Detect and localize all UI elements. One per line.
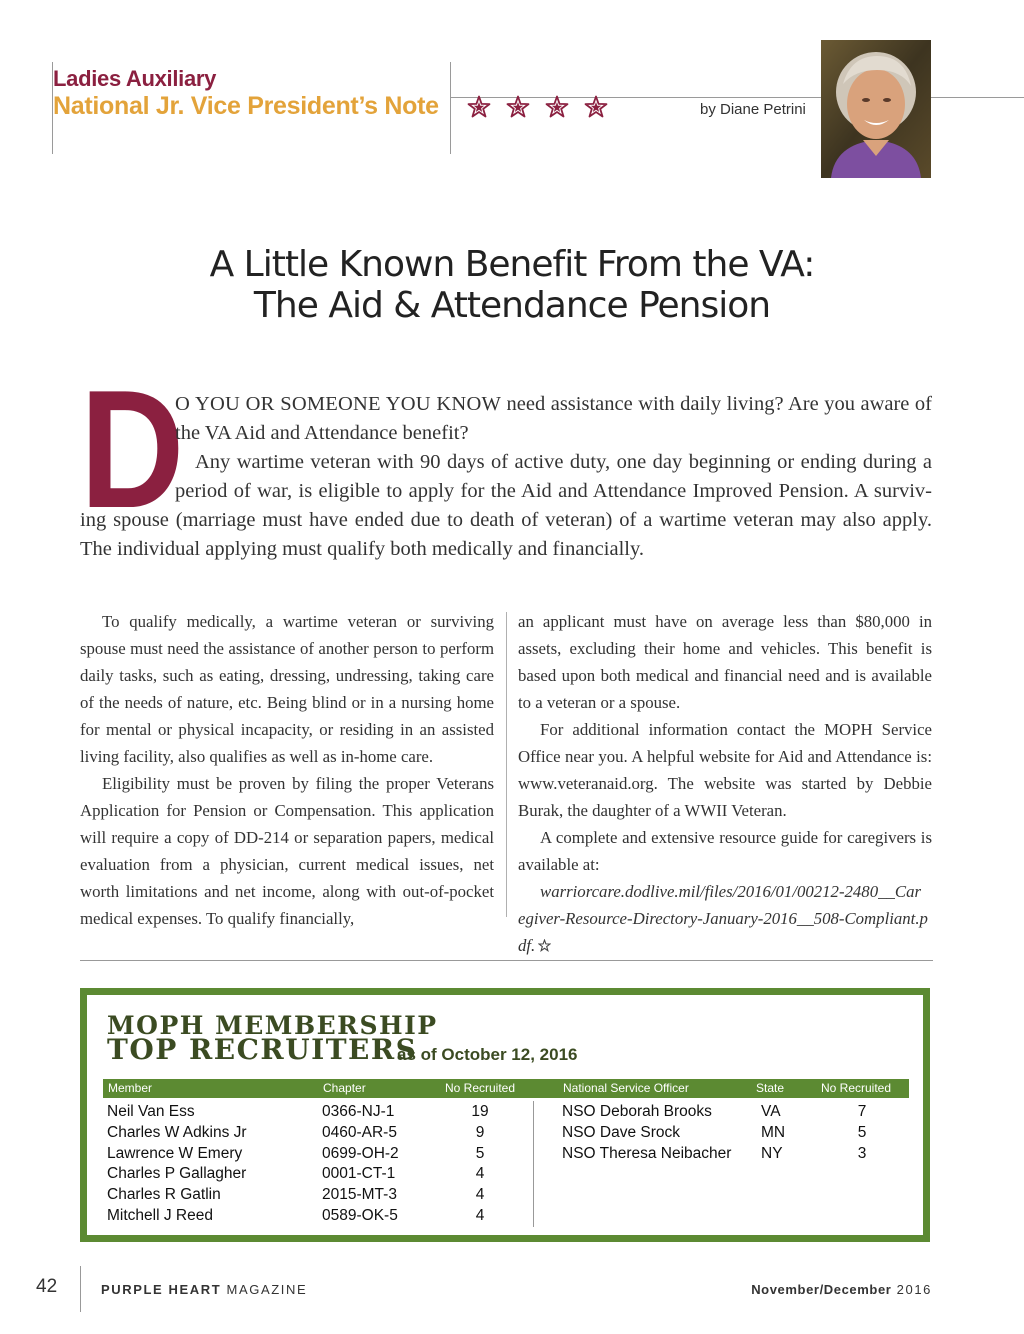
table-row-count: 5 [475, 1144, 485, 1162]
table-row-count: 4 [475, 1206, 485, 1224]
intro-text [80, 390, 932, 564]
end-mark-star-icon [538, 939, 551, 952]
header-mid-rule [450, 62, 451, 154]
table-row-count: 4 [475, 1165, 485, 1183]
column-header-nso-no-recruited: No Recruited [821, 1081, 892, 1095]
recruiters-as-of-date: as of October 12, 2016 [397, 1045, 578, 1064]
body-paragraph: For additional information contact the MOPH Service Office near you. A helpful website for Aid and Attendance is: www.veteranaid.org. The website was started by Debbie Burak, the daughter of a WWII Veteran. [518, 720, 932, 820]
body-paragraph: A complete and extensive resource guide for caregivers is available at: [518, 828, 932, 874]
table-row-member-name: Lawrence W Emery [107, 1144, 243, 1162]
issue-year: 2016 [891, 1282, 932, 1297]
table-row-member-name: Charles R Gatlin [107, 1186, 221, 1204]
headline-line-2: The Aid & Attendance Pension [253, 285, 771, 326]
table-row-nso-count: 3 [857, 1144, 867, 1162]
column-header-chapter: Chapter [323, 1081, 366, 1095]
table-row-member-name: Charles W Adkins Jr [107, 1123, 247, 1141]
issue-months: November/December [751, 1282, 892, 1297]
author-portrait-icon [821, 40, 931, 178]
intro-lead-rest: need assistance with daily living? Are you aware of the VA Aid and Attendance benefit? [175, 393, 932, 444]
resource-url[interactable]: warriorcare.dodlive.mil/files/2016/01/00212-2480__Caregiver-Resource-Directory-January-2016__508-Compliant.pdf. [518, 882, 928, 955]
table-row-member-name: Neil Van Ess [107, 1103, 195, 1120]
chapter-column [322, 1102, 399, 1227]
column-separator [506, 612, 507, 917]
table-row-chapter: 0460-AR-5 [322, 1123, 397, 1141]
footer-rule [80, 1266, 81, 1312]
body-paragraph: Eligibility must be proven by filing the proper Veterans Application for Pension or Compensation. This application will require a copy of DD-214 or separation papers, medical evaluation from a physician, current medical issues, net worth limitations and net income, along with out-of-pocket medical expenses. To qualify financially, [80, 774, 494, 928]
table-row-nso-name: NSO Theresa Neibacher [562, 1144, 732, 1162]
article-headline [0, 244, 1024, 326]
issue-date [751, 1282, 932, 1297]
nso-name-column [562, 1102, 731, 1164]
magazine-name-bold: PURPLE HEART [101, 1282, 222, 1297]
column-header-member: Member [108, 1081, 153, 1095]
table-row-nso-state: VA [761, 1103, 781, 1120]
recruiters-title-line-2: TOP RECRUITERS [107, 1033, 418, 1066]
table-row-member-name: Mitchell J Reed [107, 1206, 213, 1224]
body-paragraph: an applicant must have on average less than $80,000 in assets, excluding their home and vehicles. This benefit is based upon both medical and financial need and is available to a veteran or a spouse. [518, 612, 932, 712]
section-divider [80, 960, 933, 961]
table-row-chapter: 0589-OK-5 [322, 1206, 398, 1224]
table-row-member-name: Charles P Gallagher [107, 1165, 247, 1183]
star-rating [467, 95, 608, 119]
star-icon [467, 95, 491, 119]
drop-cap: D [80, 355, 180, 543]
top-recruiters-panel [80, 988, 930, 1242]
table-row-chapter: 0001-CT-1 [322, 1165, 396, 1183]
column-header-state: State [756, 1081, 785, 1095]
table-row-nso-count: 7 [857, 1103, 867, 1120]
member-count-column [460, 1102, 500, 1227]
column-header-no-recruited: No Recruited [445, 1081, 516, 1095]
table-row-nso-count: 5 [857, 1123, 867, 1141]
table-row-chapter: 0366-NJ-1 [322, 1103, 395, 1120]
headline-line-1: A Little Known Benefit From the VA: [209, 244, 815, 285]
magazine-name [101, 1282, 307, 1297]
section-label: Ladies Auxiliary [53, 66, 217, 91]
table-row-count: 4 [475, 1186, 485, 1204]
table-row-count: 19 [471, 1103, 489, 1120]
recruiters-table-header [103, 1079, 909, 1098]
star-icon [584, 95, 608, 119]
resource-url-paragraph [518, 878, 932, 959]
recruiters-title-line-1: MOPH MEMBERSHIP [107, 1011, 438, 1040]
nso-state-column [761, 1102, 785, 1164]
table-row-nso-state: MN [761, 1123, 786, 1141]
intro-paragraph-1 [80, 390, 932, 448]
table-row-chapter: 2015-MT-3 [322, 1186, 397, 1204]
column-title: National Jr. Vice President’s Note [53, 92, 439, 120]
column-header-nso: National Service Officer [563, 1081, 689, 1095]
star-icon [545, 95, 569, 119]
table-column-separator [533, 1101, 534, 1227]
body-paragraph: To qualify medically, a wartime veteran or surviving spouse must need the assistance of another person to perform daily tasks, such as eating, dressing, undressing, taking care of the needs of nature, etc. Being blind or in a nursing home for mental or physical incapacity, or residing in an assisted living facility, also qualifies as well as in-home care. [80, 612, 494, 766]
author-byline: by Diane Petrini [700, 101, 806, 118]
body-column-left [80, 608, 494, 932]
nso-count-column [847, 1102, 877, 1164]
table-row-count: 9 [475, 1123, 485, 1141]
member-name-column [107, 1102, 247, 1227]
table-row-nso-state: NY [761, 1144, 783, 1162]
author-photo [821, 40, 931, 178]
table-row-nso-name: NSO Deborah Brooks [562, 1103, 712, 1120]
body-column-right [518, 608, 932, 959]
page-number: 42 [36, 1276, 58, 1297]
magazine-name-rest: MAGAZINE [221, 1282, 308, 1297]
table-row-chapter: 0699-OH-2 [322, 1144, 399, 1162]
intro-paragraph-2: Any wartime veteran with 90 days of active duty, one day beginning or ending during a period of war, is eligible to apply for the Aid and Attendance Improved Pension. A surviving spouse (marriage must have ended due to death of veteran) of a wartime veteran may also apply. The individual applying must qualify both medically and financially. [80, 451, 932, 560]
star-icon [506, 95, 530, 119]
intro-lead-caps: O YOU OR SOMEONE YOU KNOW [175, 393, 501, 415]
table-row-nso-name: NSO Dave Srock [562, 1123, 681, 1141]
